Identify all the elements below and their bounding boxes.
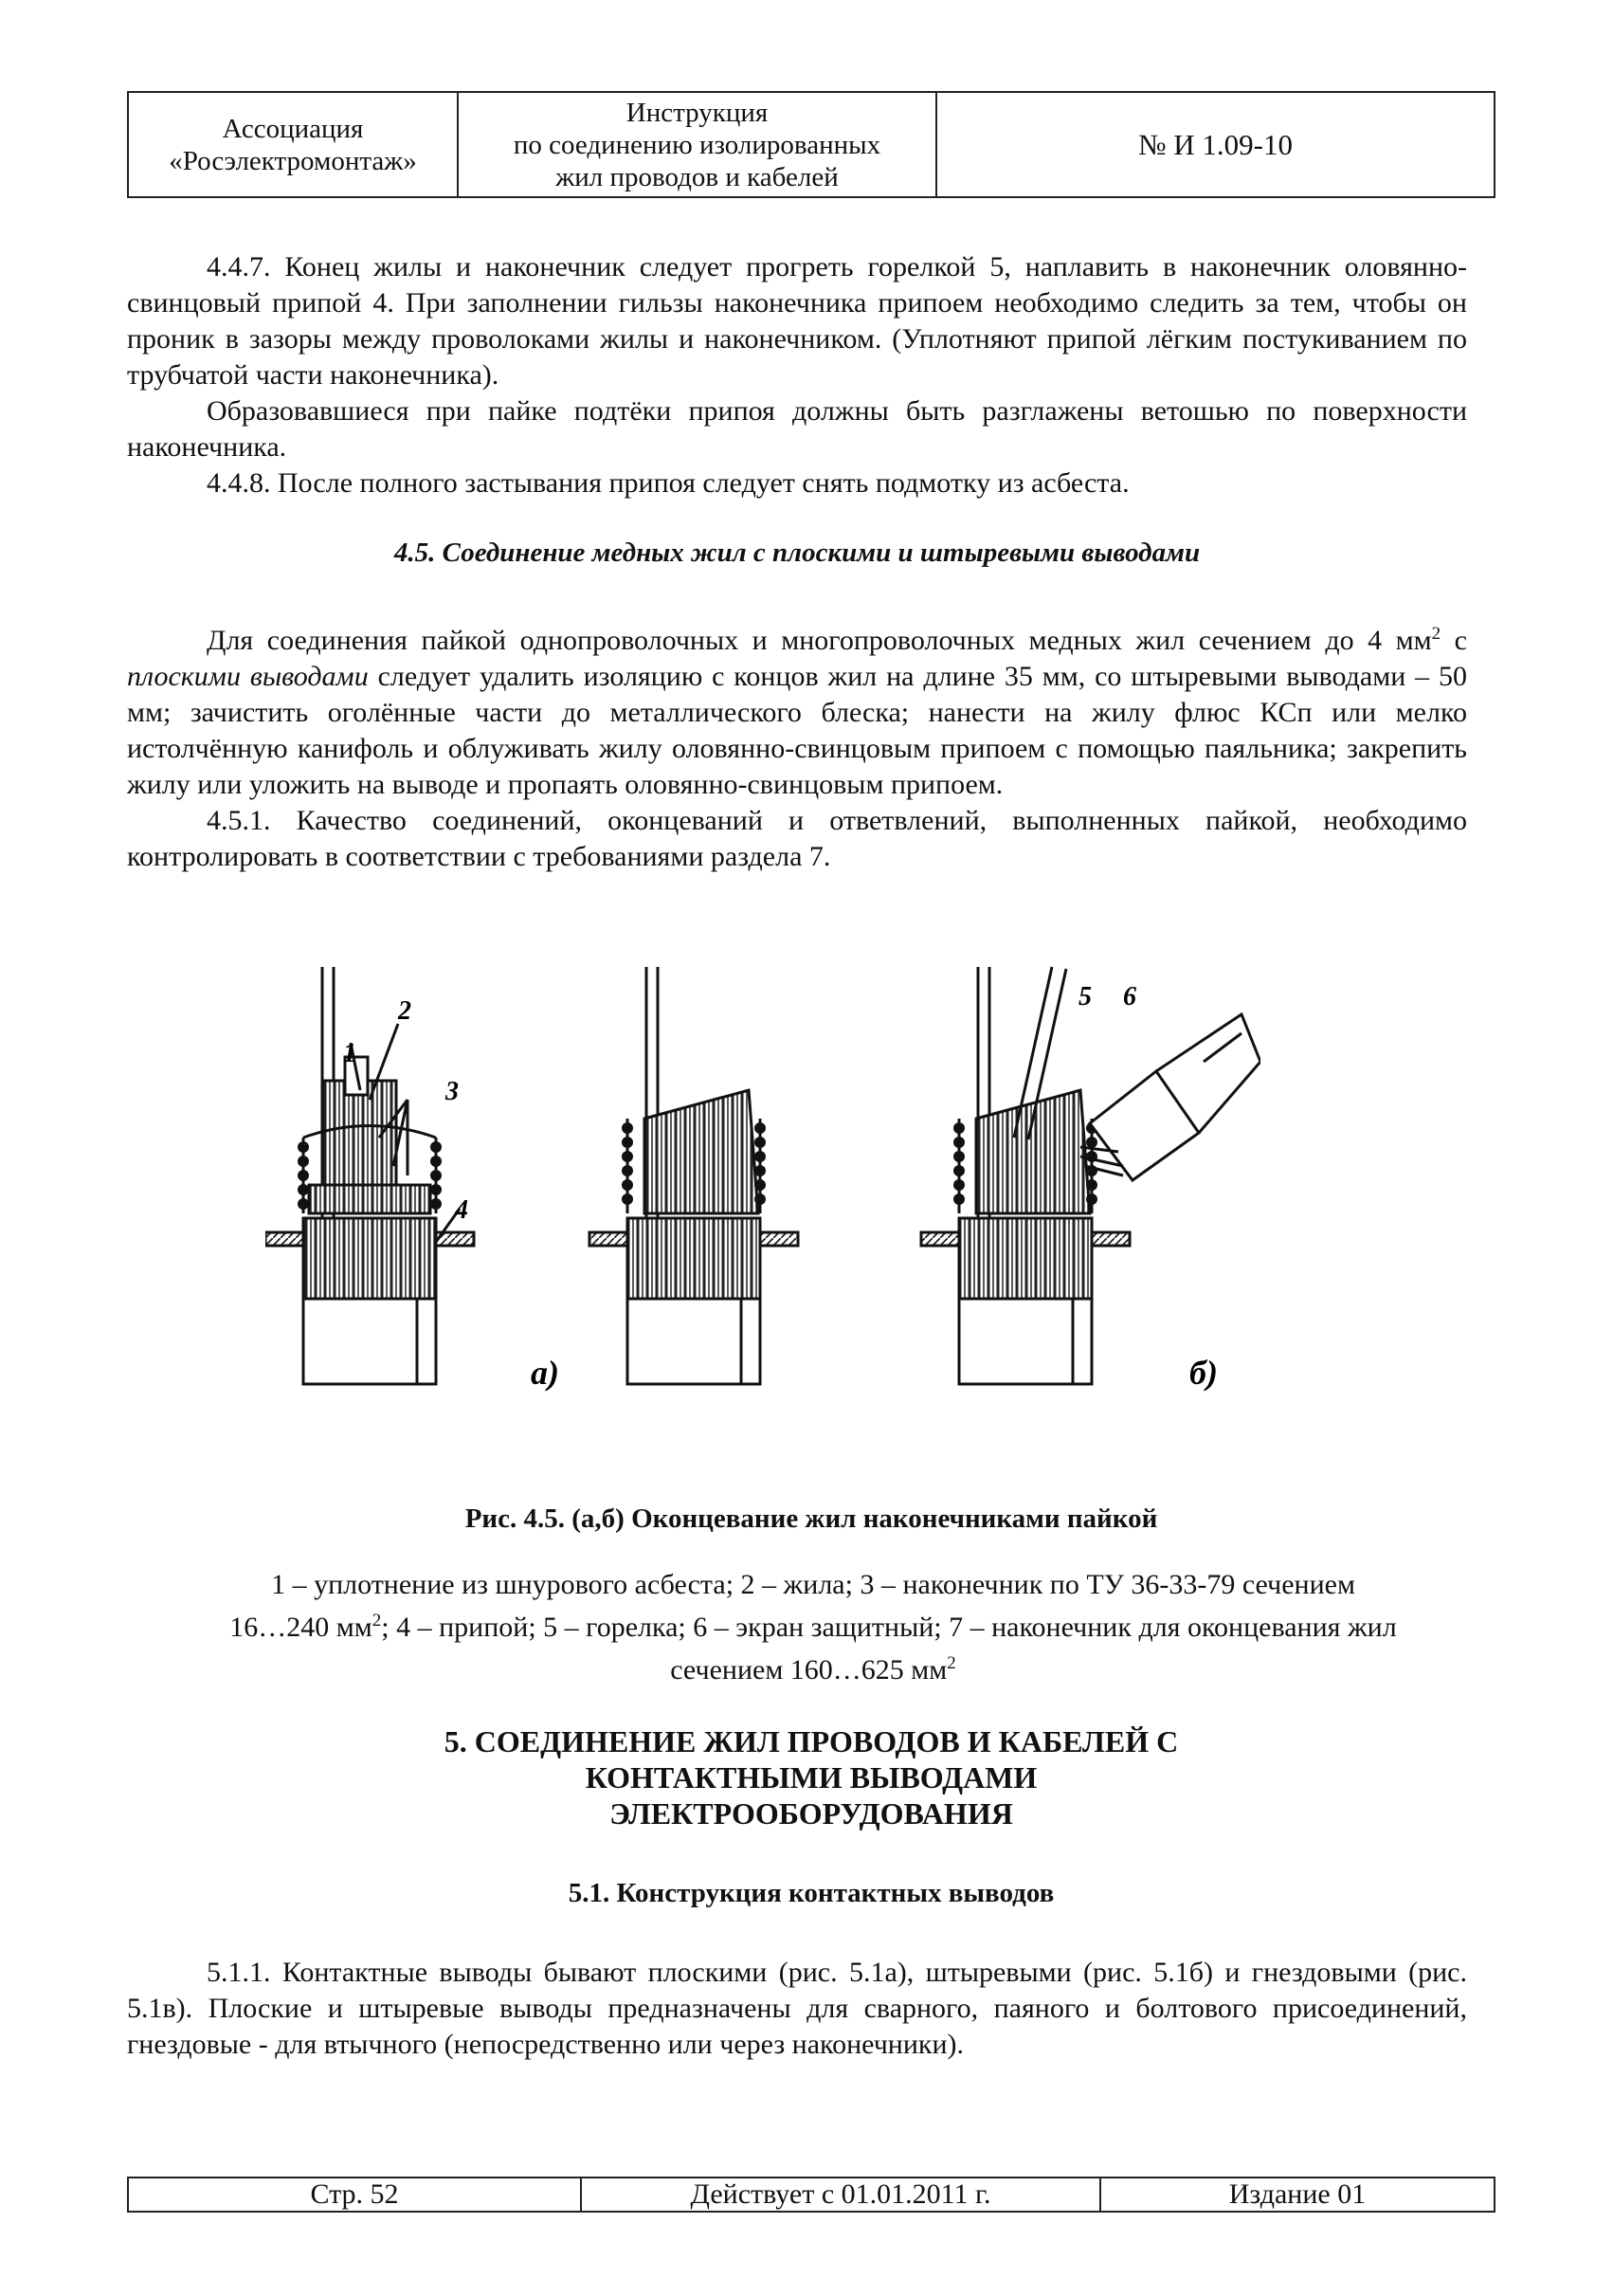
figure-a2-drawing <box>589 967 798 1384</box>
footer-table <box>127 2177 1495 2213</box>
doc-line-2: по соединению изолированных <box>513 129 881 160</box>
footer-valid-from: Действует с 01.01.2011 г. <box>582 2178 1101 2211</box>
legend-line-3: сечением 160…625 $мм^2$ <box>670 1653 956 1686</box>
doc-line-1: Инструкция <box>625 97 769 128</box>
legend-line-1: 1 – уплотнение из шнурового асбеста; 2 – жила; 3 – наконечник по ТУ 36-33-79 сечением <box>271 1569 1355 1600</box>
legend-line-2: 16…240 $мм^2$; 4 – припой; 5 – горелка; 6 – экран защитный; 7 – наконечник для оконцевания жил <box>229 1611 1397 1643</box>
header-organization <box>129 93 459 196</box>
heading-section-5: 5. СОЕДИНЕНИЕ ЖИЛ ПРОВОДОВ И КАБЕЛЕЙ С КОНТАКТНЫМИ ВЫВОДАМИ ЭЛЕКТРООБОРУДОВАНИЯ <box>444 1724 1179 1831</box>
callout-3: 3 <box>445 1077 459 1106</box>
figure-a-drawing <box>265 967 474 1384</box>
header-table <box>127 91 1495 198</box>
footer-page: Стр. 52 <box>129 2178 582 2211</box>
heading-5-1: 5.1. Конструкция контактных выводов <box>568 1878 1055 1908</box>
doc-line-3: жил проводов и кабелей <box>555 161 839 192</box>
paragraph-447-note: Образовавшиеся при пайке подтёки припоя должны быть разглажены ветошью по поверхности наконечника. <box>127 395 1467 463</box>
callout-1: 1 <box>343 1039 356 1068</box>
callout-6: 6 <box>1123 982 1136 1011</box>
footer-edition: Издание 01 <box>1228 2178 1367 2210</box>
callout-4: 4 <box>455 1195 468 1225</box>
paragraph-451: 4.5.1. Качество соединений, оконцеваний и ответвлений, выполненных пайкой, необходимо контролировать в соответствии с требованиями раздела 7. <box>127 805 1467 872</box>
section-511-text <box>127 1955 1467 2063</box>
paragraph-511: 5.1.1. Контактные выводы бывают плоскими (рис. 5.1а), штыревыми (рис. 5.1б) и гнездовыми (рис. 5.1в). Плоские и штыревые выводы предназначены для сварного, паяного и болтового присоединений, гнездовые - для втычного (непосредственно или через наконечники). <box>127 1957 1467 2060</box>
callout-2: 2 <box>398 996 411 1026</box>
figure-label-b: б) <box>1189 1354 1218 1392</box>
figure-b-drawing <box>921 967 1260 1384</box>
figure-legend <box>112 1567 1514 1688</box>
paragraph-448: 4.4.8. После полного застывания припоя следует снять подмотку из асбеста. <box>207 467 1130 499</box>
figure-label-a: а) <box>531 1354 559 1392</box>
header-document-title <box>459 93 937 196</box>
figure-4-5 <box>265 957 1260 1488</box>
org-line-1: Ассоциация <box>222 113 364 144</box>
figure-caption: Рис. 4.5. (а,б) Оконцевание жил наконечниками пайкой <box>464 1503 1158 1534</box>
doc-number: № И 1.09-10 <box>1137 127 1294 161</box>
section-447-text <box>127 249 1467 501</box>
paragraph-45: Для соединения пайкой однопроволочных и многопроволочных медных жил сечением до 4 $мм^2$ с плоскими выводами следует удалить изоляцию с концов жил на длине 35 мм, со штыревыми выводами – 50 мм; зачистить оголённые части до металлического блеска; нанести на жилу флюс КСп или мелко истолчённую канифоль и облуживать жилу оловянно-свинцовым припоем с помощью паяльника; закрепить жилу или уложить на выводе и пропаять оловянно-свинцовым припоем. <box>127 624 1467 800</box>
paragraph-447: 4.4.7. Конец жилы и наконечник следует прогреть горелкой 5, наплавить в наконечник оловянно-свинцовый припой 4. При заполнении гильзы наконечника припоем необходимо следить за тем, чтобы он проник в зазоры между проволоками жилы и наконечником. (Уплотняют припой лёгким постукиванием по трубчатой части наконечника). <box>127 251 1467 391</box>
heading-4-5: 4.5. Соединение медных жил с плоскими и штыревыми выводами <box>393 538 1201 568</box>
org-line-2: «Росэлектромонтаж» <box>169 145 417 176</box>
callout-5: 5 <box>1078 982 1092 1011</box>
section-45-text <box>127 616 1467 875</box>
header-doc-number <box>937 93 1494 196</box>
